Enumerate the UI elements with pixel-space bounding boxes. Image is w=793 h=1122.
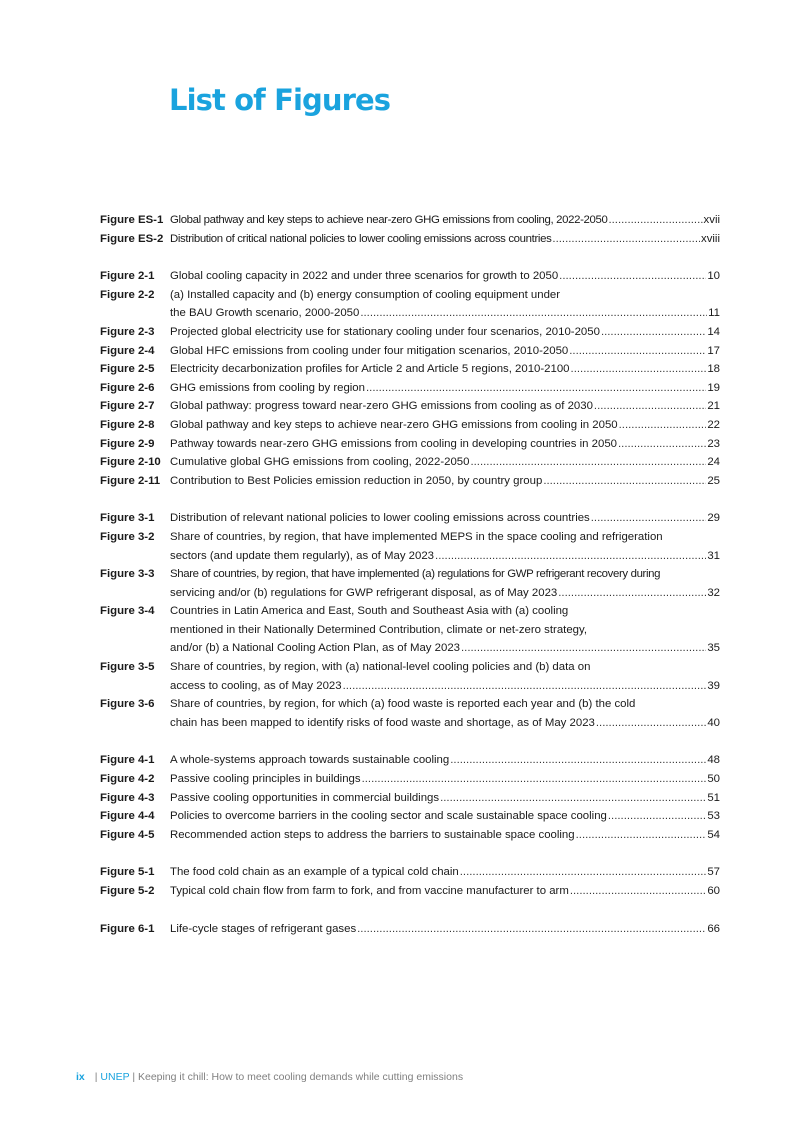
- dot-leader: [435, 547, 706, 566]
- figure-entry[interactable]: [100, 751, 720, 770]
- figure-label: Figure 2-5: [100, 363, 155, 376]
- figure-entry[interactable]: [100, 472, 720, 491]
- dot-leader: [601, 323, 706, 342]
- figure-entry[interactable]: [100, 453, 720, 472]
- page-footer: [76, 1071, 463, 1083]
- figure-label: Figure 2-2: [100, 288, 155, 301]
- figure-label: Figure 4-2: [100, 773, 155, 786]
- figure-entry[interactable]: [100, 286, 720, 323]
- figure-page-number[interactable]: 48: [707, 754, 720, 767]
- figure-caption: [170, 416, 720, 435]
- figure-label: Figure 5-2: [100, 885, 155, 897]
- figure-caption: [170, 807, 720, 826]
- figure-entry[interactable]: [100, 360, 720, 379]
- dot-leader: [450, 751, 706, 770]
- dot-leader: [360, 304, 707, 323]
- dot-leader: [440, 789, 706, 808]
- figure-caption-line: sectors (and update them regularly), as of May 2023: [170, 549, 435, 562]
- figure-page-number[interactable]: 66: [707, 922, 720, 935]
- figure-label: Figure 2-6: [100, 381, 155, 394]
- figure-caption-line: Contribution to Best Policies emission reduction in 2050, by country group: [170, 474, 543, 487]
- figure-entry[interactable]: [100, 770, 720, 789]
- footer-org: UNEP: [100, 1071, 130, 1083]
- figure-caption: [170, 695, 720, 732]
- figure-label: Figure 2-8: [100, 418, 155, 431]
- figure-label: Figure 2-3: [100, 325, 155, 338]
- figure-caption-line: Global cooling capacity in 2022 and under three scenarios for growth to 2050: [170, 270, 559, 283]
- figure-entry[interactable]: [100, 379, 720, 398]
- figure-label: Figure ES-1: [100, 214, 164, 226]
- figure-caption-line: Passive cooling principles in buildings: [170, 773, 361, 786]
- figure-entry[interactable]: [100, 863, 720, 882]
- figure-caption: [170, 397, 720, 416]
- figure-caption: [170, 528, 720, 565]
- figure-caption-line: Electricity decarbonization profiles for Article 2 and Article 5 regions, 2010-2100: [170, 363, 570, 376]
- figure-label: Figure 2-10: [100, 456, 161, 469]
- figure-entry[interactable]: [100, 509, 720, 528]
- footer-separator: |: [94, 1071, 98, 1083]
- figure-page-number[interactable]: 25: [707, 474, 720, 487]
- dot-leader: [591, 509, 707, 528]
- figure-page-number[interactable]: 31: [707, 549, 720, 562]
- figure-caption-line: Cumulative global GHG emissions from cooling, 2022-2050: [170, 456, 470, 469]
- figure-caption: [170, 770, 720, 789]
- group-spacer: [100, 732, 720, 751]
- figure-caption-line: mentioned in their Nationally Determined Contribution, climate or net-zero strategy,: [170, 623, 588, 636]
- figure-caption: [170, 360, 720, 379]
- figure-entry[interactable]: [100, 826, 720, 845]
- figure-page-number[interactable]: 21: [707, 400, 720, 413]
- dot-leader: [618, 435, 706, 454]
- dot-leader: [576, 826, 707, 845]
- figure-label: Figure 6-1: [100, 922, 155, 935]
- dot-leader: [552, 230, 700, 249]
- dot-leader: [470, 453, 706, 472]
- figure-label: Figure 2-1: [100, 270, 155, 283]
- figure-entry[interactable]: [100, 695, 720, 732]
- figure-label: Figure 4-3: [100, 791, 155, 804]
- dot-leader: [343, 677, 707, 696]
- dot-leader: [570, 882, 707, 901]
- figure-caption: [170, 863, 720, 882]
- figure-entry[interactable]: [100, 789, 720, 808]
- figure-caption-line: Global pathway and key steps to achieve near-zero GHG emissions from cooling in 2050: [170, 418, 618, 431]
- dot-leader: [608, 807, 706, 826]
- figure-page-number[interactable]: 60: [707, 885, 720, 897]
- group-spacer: [100, 248, 720, 267]
- figure-label: Figure 3-2: [100, 530, 155, 543]
- figure-caption-line: Recommended action steps to address the barriers to sustainable space cooling: [170, 828, 575, 841]
- figure-caption-line: The food cold chain as an example of a typical cold chain: [170, 866, 459, 879]
- figure-caption: [170, 882, 720, 901]
- figure-caption-line: chain has been mapped to identify risks of food waste and shortage, as of May 2023: [170, 716, 595, 729]
- figure-page-number[interactable]: 35: [707, 642, 720, 655]
- figure-caption: [170, 286, 720, 323]
- figure-label: Figure 2-4: [100, 344, 155, 357]
- figure-caption-line: (a) Installed capacity and (b) energy consumption of cooling equipment under: [170, 288, 561, 301]
- dot-leader: [596, 714, 706, 733]
- figure-caption-line: Share of countries, by region, for which (a) food waste is reported each year and (b) the cold: [170, 698, 636, 711]
- figure-caption-line: the BAU Growth scenario, 2000-2050: [170, 307, 360, 320]
- figure-caption-line: Global pathway: progress toward near-zero GHG emissions from cooling as of 2030: [170, 400, 593, 413]
- footer-page-number: ix: [76, 1071, 85, 1083]
- dot-leader: [594, 397, 706, 416]
- figure-entry[interactable]: [100, 267, 720, 286]
- figure-caption-line: Share of countries, by region, with (a) national-level cooling policies and (b) data on: [170, 661, 591, 674]
- figure-entry[interactable]: [100, 416, 720, 435]
- figure-entry[interactable]: [100, 565, 720, 602]
- figure-caption-line: Distribution of relevant national policies to lower cooling emissions across countries: [170, 512, 590, 525]
- group-spacer: [100, 901, 720, 920]
- dot-leader: [569, 342, 706, 361]
- dot-leader: [543, 472, 706, 491]
- figure-caption-line: Distribution of critical national policies to lower cooling emissions across countries: [170, 232, 552, 245]
- figure-caption-line: access to cooling, as of May 2023: [170, 679, 342, 692]
- figure-caption: [170, 453, 720, 472]
- figure-caption-line: Global pathway and key steps to achieve near-zero GHG emissions from cooling, 2022-2050: [170, 214, 608, 226]
- figure-page-number[interactable]: xvii: [703, 214, 720, 226]
- figure-caption-line: Countries in Latin America and East, South and Southeast Asia with (a) cooling: [170, 605, 569, 618]
- figure-caption-line: Share of countries, by region, that have implemented MEPS in the space cooling and refrigeration: [170, 530, 663, 543]
- figure-caption: [170, 565, 720, 602]
- dot-leader: [461, 639, 706, 658]
- figure-caption: [170, 751, 720, 770]
- figure-caption: [170, 789, 720, 808]
- figure-page-number[interactable]: 24: [707, 456, 720, 469]
- figure-label: Figure 3-4: [100, 605, 155, 618]
- figure-entry[interactable]: [100, 211, 720, 230]
- figure-caption-line: and/or (b) a National Cooling Action Plan, as of May 2023: [170, 642, 460, 655]
- dot-leader: [608, 211, 702, 230]
- figure-caption-line: servicing and/or (b) regulations for GWP refrigerant disposal, as of May 2023: [170, 586, 558, 599]
- footer-doc-title: Keeping it chill: How to meet cooling demands while cutting emissions: [137, 1071, 464, 1083]
- figure-entry[interactable]: [100, 323, 720, 342]
- figure-page-number[interactable]: 17: [707, 344, 720, 357]
- figure-entry[interactable]: [100, 435, 720, 454]
- figure-entry[interactable]: [100, 528, 720, 565]
- figure-caption-line: Pathway towards near-zero GHG emissions from cooling in developing countries in 2050: [170, 437, 617, 450]
- figure-caption-line: Typical cold chain flow from farm to fork, and from vaccine manufacturer to arm: [170, 885, 569, 897]
- figure-page-number[interactable]: 22: [707, 418, 720, 431]
- figure-page-number[interactable]: 23: [707, 437, 720, 450]
- figure-entry[interactable]: [100, 882, 720, 901]
- figure-label: Figure 3-6: [100, 698, 155, 711]
- figure-caption: [170, 342, 720, 361]
- figure-label: Figure 2-9: [100, 437, 155, 450]
- figure-caption: [170, 826, 720, 845]
- figure-caption-line: GHG emissions from cooling by region: [170, 381, 365, 394]
- figure-caption-line: Projected global electricity use for stationary cooling under four scenarios, 2010-2050: [170, 325, 600, 338]
- figure-caption-line: A whole-systems approach towards sustainable cooling: [170, 754, 450, 767]
- page-title: List of Figures: [169, 83, 391, 117]
- dot-leader: [362, 770, 707, 789]
- figure-label: Figure 4-1: [100, 754, 155, 767]
- figure-page-number[interactable]: 54: [707, 828, 720, 841]
- figure-caption: [170, 602, 720, 658]
- figure-page-number[interactable]: 39: [707, 679, 720, 692]
- figure-entry[interactable]: [100, 658, 720, 695]
- figure-caption: [170, 658, 720, 695]
- dot-leader: [366, 379, 706, 398]
- figure-label: Figure 4-5: [100, 828, 155, 841]
- figure-caption-line: Passive cooling opportunities in commercial buildings: [170, 791, 440, 804]
- figure-page-number[interactable]: 11: [708, 307, 720, 320]
- figure-caption-line: Policies to overcome barriers in the cooling sector and scale sustainable space cooling: [170, 810, 607, 823]
- figure-label: Figure 3-3: [100, 568, 155, 581]
- figure-label: Figure 5-1: [100, 866, 155, 879]
- figure-page-number[interactable]: 14: [707, 325, 720, 338]
- figure-caption: [170, 509, 720, 528]
- figure-page-number[interactable]: 19: [707, 381, 720, 394]
- figure-label: Figure 3-1: [100, 512, 155, 525]
- figure-label: Figure 3-5: [100, 661, 155, 674]
- footer-separator: |: [132, 1071, 136, 1083]
- figure-caption: [170, 230, 720, 249]
- figure-caption: [170, 267, 720, 286]
- figure-caption-line: Share of countries, by region, that have implemented (a) regulations for GWP refrigerant recovery during: [170, 568, 661, 581]
- figure-page-number[interactable]: 50: [707, 773, 720, 786]
- group-spacer: [100, 844, 720, 863]
- figure-page-number[interactable]: 53: [707, 810, 720, 823]
- figure-page-number[interactable]: 57: [707, 866, 720, 879]
- dot-leader: [619, 416, 707, 435]
- figure-caption: [170, 920, 720, 939]
- dot-leader: [357, 920, 706, 939]
- figure-entry[interactable]: [100, 920, 720, 939]
- figure-page-number[interactable]: 32: [707, 586, 720, 599]
- figure-page-number[interactable]: xviii: [701, 232, 720, 245]
- figure-page-number[interactable]: 10: [707, 270, 720, 283]
- figure-caption-line: Life-cycle stages of refrigerant gases: [170, 922, 357, 935]
- figure-page-number[interactable]: 18: [707, 363, 720, 376]
- figure-page-number[interactable]: 40: [707, 716, 720, 729]
- figure-caption: [170, 323, 720, 342]
- figure-label: Figure 4-4: [100, 810, 155, 823]
- figure-label: Figure 2-7: [100, 400, 155, 413]
- group-spacer: [100, 490, 720, 509]
- figure-entry[interactable]: [100, 342, 720, 361]
- figure-caption-line: Global HFC emissions from cooling under four mitigation scenarios, 2010-2050: [170, 344, 569, 357]
- figure-entry[interactable]: [100, 602, 720, 658]
- figure-label: Figure 2-11: [100, 474, 161, 487]
- figure-entry[interactable]: [100, 230, 720, 249]
- figure-caption: [170, 435, 720, 454]
- figure-caption: [170, 379, 720, 398]
- figure-entry[interactable]: [100, 807, 720, 826]
- list-of-figures: [100, 211, 720, 938]
- dot-leader: [559, 267, 706, 286]
- figure-entry[interactable]: [100, 397, 720, 416]
- figure-page-number[interactable]: 29: [707, 512, 720, 525]
- figure-page-number[interactable]: 51: [707, 791, 720, 804]
- dot-leader: [571, 360, 707, 379]
- figure-label: Figure ES-2: [100, 232, 164, 245]
- figure-caption: [170, 472, 720, 491]
- dot-leader: [558, 584, 706, 603]
- dot-leader: [460, 863, 707, 882]
- figure-caption: [170, 211, 720, 230]
